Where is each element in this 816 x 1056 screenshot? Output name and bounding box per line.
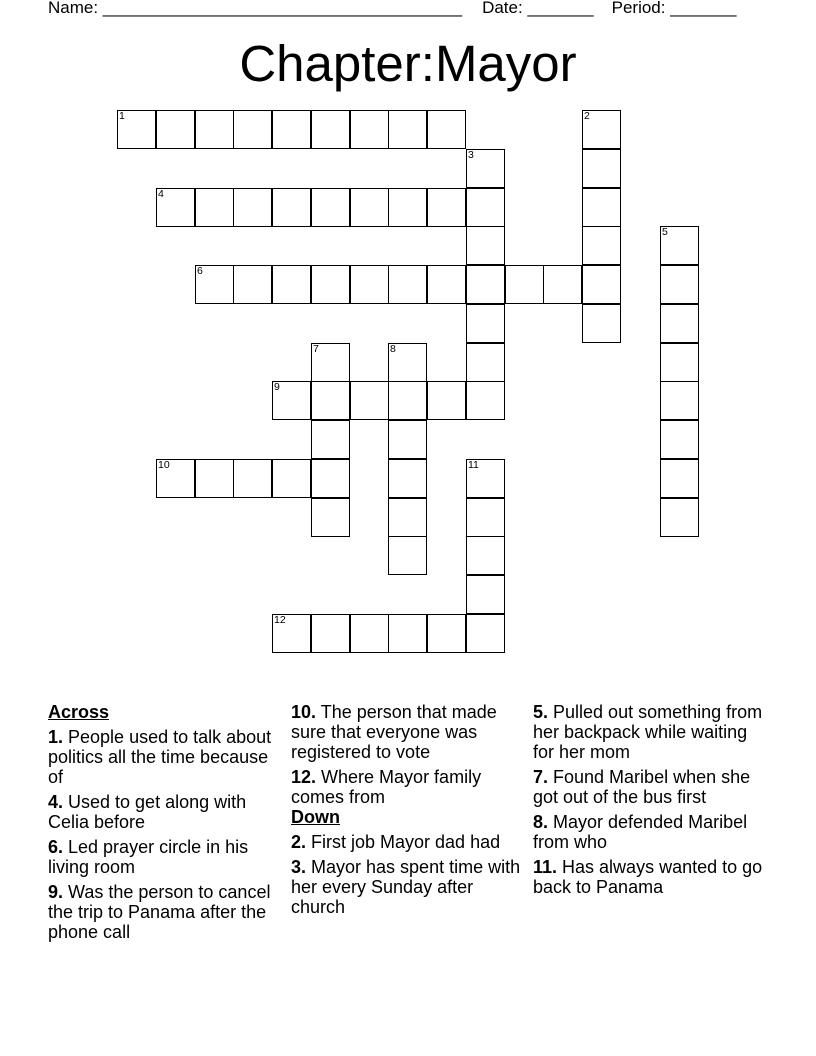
name-label: Name:: [48, 0, 103, 17]
crossword-cell[interactable]: [272, 614, 311, 653]
clue-item-text: Pulled out something from her backpack while waiting for her mom: [533, 702, 763, 762]
clue-item-text: The person that made sure that everyone was registered to vote: [291, 702, 497, 762]
crossword-cell[interactable]: [156, 110, 195, 149]
clue-item-text: Was the person to cancel the trip to Panama after the phone call: [48, 882, 271, 942]
crossword-cell[interactable]: [427, 614, 466, 653]
clue-item: [533, 857, 765, 897]
crossword-cell[interactable]: [582, 188, 621, 227]
clue-heading-down: Down: [291, 807, 340, 827]
crossword-cell[interactable]: [660, 343, 699, 382]
date-label: Date:: [482, 0, 528, 17]
crossword-cell[interactable]: [156, 459, 195, 498]
crossword-cell[interactable]: [466, 498, 505, 537]
crossword-cell[interactable]: [350, 265, 389, 304]
clue-number-label: 5: [662, 226, 668, 238]
clue-item: [48, 882, 280, 942]
clue-item-text: Has always wanted to go back to Panama: [533, 857, 763, 897]
crossword-cell[interactable]: [388, 498, 427, 537]
clue-item: [533, 767, 765, 807]
clue-item-number: 6.: [48, 837, 64, 857]
clue-item-number: 5.: [533, 702, 549, 722]
crossword-cell[interactable]: [466, 265, 505, 304]
clue-item-text: Used to get along with Celia before: [48, 792, 247, 832]
crossword-cell[interactable]: [466, 226, 505, 265]
clue-number-label: 2: [584, 110, 590, 122]
clue-number-label: 9: [274, 381, 280, 393]
crossword-cell[interactable]: [272, 459, 311, 498]
crossword-cell[interactable]: [388, 110, 427, 149]
crossword-cell[interactable]: [582, 304, 621, 343]
crossword-cell[interactable]: [466, 149, 505, 188]
clue-item-number: 4.: [48, 792, 64, 812]
clue-item-number: 2.: [291, 832, 307, 852]
crossword-cell[interactable]: [311, 459, 350, 498]
crossword-cell[interactable]: [233, 188, 272, 227]
crossword-cell[interactable]: [311, 188, 350, 227]
crossword-cell[interactable]: [388, 614, 427, 653]
date-blank[interactable]: _______: [527, 0, 594, 17]
clue-item: [48, 792, 280, 832]
crossword-cell[interactable]: [388, 343, 427, 382]
crossword-cell[interactable]: [311, 498, 350, 537]
crossword-cell[interactable]: [311, 614, 350, 653]
crossword-cell[interactable]: [350, 381, 389, 420]
crossword-cell[interactable]: [466, 304, 505, 343]
clue-item-number: 8.: [533, 812, 549, 832]
clue-item-number: 11.: [533, 857, 558, 877]
clue-heading-across: Across: [48, 702, 110, 722]
crossword-cell[interactable]: [660, 459, 699, 498]
crossword-cell[interactable]: [466, 614, 505, 653]
crossword-cell[interactable]: [272, 381, 311, 420]
crossword-cell[interactable]: [311, 381, 350, 420]
crossword-cell[interactable]: [427, 188, 466, 227]
clue-number-label: 7: [313, 343, 319, 355]
crossword-cell[interactable]: [466, 381, 505, 420]
crossword-cell[interactable]: [195, 110, 234, 149]
clue-item-text: Led prayer circle in his living room: [48, 837, 249, 877]
crossword-cell[interactable]: [388, 381, 427, 420]
crossword-cell[interactable]: [388, 536, 427, 575]
page-title: Chapter:Mayor: [239, 35, 577, 92]
crossword-cell[interactable]: [272, 188, 311, 227]
clue-item-text: Where Mayor family comes from: [291, 767, 482, 807]
clue-number-label: 6: [197, 265, 203, 277]
clue-number-label: 3: [468, 149, 474, 161]
crossword-cell[interactable]: [156, 188, 195, 227]
clue-item-number: 7.: [533, 767, 549, 787]
clue-item-text: Found Maribel when she got out of the bus first: [533, 767, 751, 807]
crossword-cell[interactable]: [350, 110, 389, 149]
clue-item-text: People used to talk about politics all the time because of: [48, 727, 272, 787]
crossword-cell[interactable]: [660, 420, 699, 459]
crossword-cell[interactable]: [388, 188, 427, 227]
crossword-cell[interactable]: [233, 110, 272, 149]
crossword-cell[interactable]: [388, 459, 427, 498]
period-blank[interactable]: _______: [670, 0, 737, 17]
clue-number-label: 4: [158, 188, 164, 200]
crossword-cell[interactable]: [311, 265, 350, 304]
crossword-cell[interactable]: [582, 265, 621, 304]
crossword-cell[interactable]: [311, 420, 350, 459]
clue-item-number: 9.: [48, 882, 64, 902]
crossword-cell[interactable]: [388, 265, 427, 304]
crossword-cell[interactable]: [660, 265, 699, 304]
crossword-cell[interactable]: [660, 304, 699, 343]
crossword-cell[interactable]: [195, 459, 234, 498]
crossword-cell[interactable]: [505, 265, 544, 304]
clue-item-number: 12.: [291, 767, 317, 787]
crossword-cell[interactable]: [272, 265, 311, 304]
crossword-cell[interactable]: [427, 110, 466, 149]
clue-item-text: First job Mayor dad had: [306, 832, 501, 852]
crossword-cell[interactable]: [582, 149, 621, 188]
crossword-cell[interactable]: [350, 614, 389, 653]
crossword-cell[interactable]: [427, 265, 466, 304]
crossword-cell[interactable]: [582, 226, 621, 265]
period-label: Period:: [611, 0, 671, 17]
crossword-cell[interactable]: [311, 110, 350, 149]
clue-column-2: [291, 702, 523, 917]
crossword-cell[interactable]: [543, 265, 582, 304]
crossword-cell[interactable]: [466, 536, 505, 575]
clue-item: [48, 837, 280, 877]
clue-column-3: [533, 702, 765, 897]
crossword-cell[interactable]: [466, 188, 505, 227]
crossword-cell[interactable]: [660, 381, 699, 420]
crossword-cell[interactable]: [427, 381, 466, 420]
clue-number-label: 1: [119, 110, 125, 122]
crossword-cell[interactable]: [660, 498, 699, 537]
clue-item-text: Mayor has spent time with her every Sunday after church: [291, 857, 521, 917]
crossword-cell[interactable]: [466, 343, 505, 382]
clue-item-number: 3.: [291, 857, 307, 877]
crossword-cell[interactable]: [117, 110, 156, 149]
clue-number-label: 12: [274, 614, 286, 626]
crossword-cell[interactable]: [272, 110, 311, 149]
crossword-cell[interactable]: [660, 226, 699, 265]
clue-number-label: 10: [158, 459, 170, 471]
clue-item: [48, 727, 280, 787]
crossword-cell[interactable]: [233, 459, 272, 498]
crossword-cell[interactable]: [350, 188, 389, 227]
crossword-cell[interactable]: [388, 420, 427, 459]
clue-item: [291, 857, 523, 917]
clue-item: [291, 767, 523, 807]
crossword-cell[interactable]: [233, 265, 272, 304]
clue-column-1: [48, 702, 280, 942]
name-blank[interactable]: ______________________________________: [102, 0, 463, 17]
crossword-cell[interactable]: [195, 188, 234, 227]
clue-item: [291, 832, 523, 852]
clue-item-number: 1.: [48, 727, 64, 747]
clue-number-label: 8: [390, 343, 396, 355]
crossword-cell[interactable]: [466, 459, 505, 498]
clue-item: [533, 702, 765, 762]
clue-number-label: 11: [468, 459, 479, 471]
clue-item: [291, 702, 523, 762]
crossword-cell[interactable]: [466, 575, 505, 614]
clue-item: [533, 812, 765, 852]
crossword-cell[interactable]: [195, 265, 234, 304]
clue-item-number: 10.: [291, 702, 317, 722]
crossword-cell[interactable]: [311, 343, 350, 382]
crossword-cell[interactable]: [582, 110, 621, 149]
clue-item-text: Mayor defended Maribel from who: [533, 812, 748, 852]
